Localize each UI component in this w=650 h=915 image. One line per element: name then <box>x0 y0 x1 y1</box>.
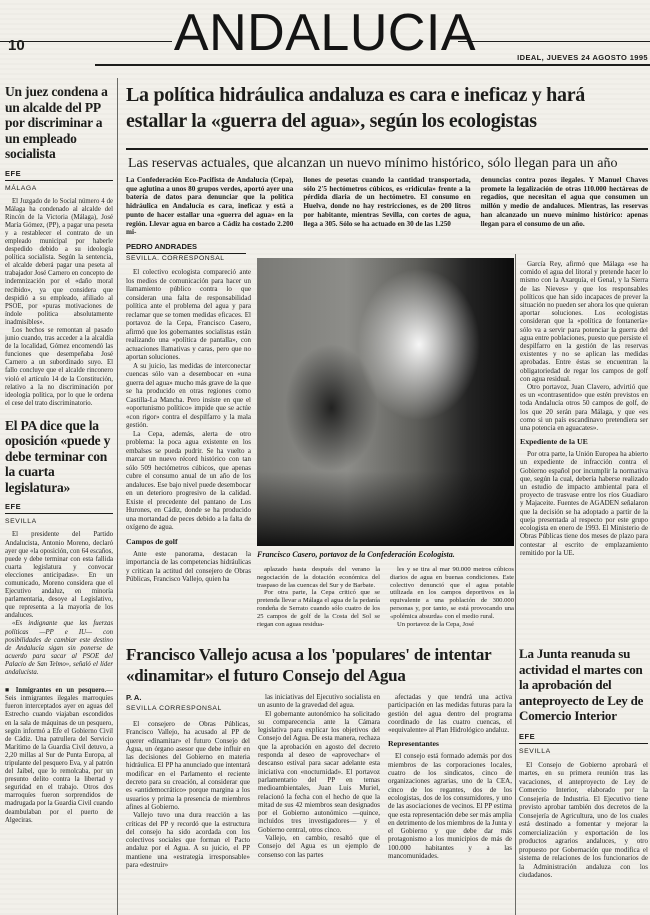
court-article <box>5 84 113 408</box>
brief-text: Seis inmigrantes ilegales marroquíes fueron interceptados ayer en aguas del Estrecho cuando viajaban escondidos en la sala de máquinas de un pesquero, según informó a Efe el Gobierno Civil de Cádiz. Una patrullera del Servicio Marítimo de la Guardia Civil detuvo, a 2,20 millas al Sur de Punta Europa, al tripulante del pesquero Eva, y al patrón del Jaibel, que lo remolcaba, por un presunto delito contra la libertad y seguridad en el trabajo. Otros dos marroquíes fueron sorprendidos de madrugada por la Guardia Civil cuando deambulaban por el puerto de Algeciras. <box>5 695 113 824</box>
paragraph: García Rey, afirmó que Málaga «se ha comido el agua del litoral y pretende hacer lo mismo con la Axarquía, el Genal, y la Sierra de las Nieves» y que los responsables políticos que han sido incapaces de prever la situación no pueden ser ahora los que quieran aportar soluciones. Los ecologistas consideran que la «política de fontanería» sólo va a servir para potenciar la guerra del agua entre poblaciones, puesto que persiste el despilfarro en la gestión de las reservas existentes y no se aplican las medidas aprobadas. Entre éstas se encuentran la obligatoriedad de regar los campos de golf con agua residual. <box>520 260 648 383</box>
paragraph: El consejero de Obras Públicas, Francisco Vallejo, ha acusado al PP de querer «dinamitar» el futuro Consejo del Agua, un órgano asesor que debe influir en las decisiones del Gobierno en materia hidráulica. El PP ha anunciado que intentará modificar en el Parlamento el reciente decreto para su creación, al considerar que es «antidemocrático» porque margina a los usuarios y prima la presencia de miembros afines al Gobierno. <box>126 720 250 811</box>
byline-place: SEVILLA. CORRESPONSAL <box>126 255 225 262</box>
brief-lead-in: ■ Inmigrantes en un pesquero.— <box>5 687 113 695</box>
vallejo-body-col2 <box>258 693 380 913</box>
paragraph: A su juicio, las medidas de interconectar cuencas sólo van a desembocar en «una guerra del agua» mucho más grave de la que se ha producido en otras regiones como Castilla-La Mancha. Pero insiste en que el «oportunismo político» impide que se actúe «con rigor» contra el despilfarro y la mala gestión. <box>126 361 251 429</box>
right-column-divider <box>515 254 516 915</box>
paragraph: Por otra parte, la Cepa criticó que se pretenda llevar a Málaga el agua de la pedanía rondeña de Serrato cuando sólo cuatro de los 25 campos de golf de la Costa del Sol se riegan con aguas residua- <box>257 589 380 628</box>
junta-body <box>519 761 648 880</box>
pa-article-body <box>5 531 113 677</box>
main-body-right-col <box>520 260 648 642</box>
paragraph: Un portavoz de la Cepa, José <box>397 620 474 628</box>
paragraph: El colectivo ecologista compareció ante los medios de comunicación para hacer un llamamiento público contra lo que consideran una falta de responsabilidad política ante el problema del agua y para reclamar que se tomen medidas eficaces. El portavoz de la Cepa, Francisco Casero, afirmó que los gobernantes socialistas están realizando una «política de pantalla», con actuaciones llamativas y caras, pero que no aportan soluciones. <box>126 268 251 361</box>
main-body-col1 <box>126 268 251 638</box>
header-bottom-rule <box>95 64 650 66</box>
court-article-body <box>5 198 113 408</box>
vallejo-body-col1 <box>126 720 250 913</box>
paragraph: Por otra parte, la Unión Europea ha abierto un expediente de infracción contra el Gobierno español por incumplir la normativa que, según la cual, debería haberse realizado un estudio de impacto ambiental para el proyecto de trasvase entre los ríos Guadiaro y Majaceite. Fuentes de AGADEN señalaron que la decisión se ha adoptado a partir de la queja presentada al respecto por este grupo ecologista en enero de 1993. El Ministerio de Obras Públicas tiene dos meses de plazo para contestar al escrito de emplazamiento remitido por la UE. <box>520 450 648 557</box>
pa-article-agency: EFE <box>5 502 113 514</box>
news-photo <box>257 258 514 546</box>
paragraph: El consejo está formado además por dos miembros de las corporaciones locales, cuatro de los sindicatos, cinco de organizaciones agrarias, uno de la CEA, cinco de los regantes, dos de los ecologistas, dos de los consumidores, y uno de las asociaciones de vecinos. El PP estima que esta representación debe ser más amplia en detrimento de los miembros de la Junta y el Gobierno y que debe dar más protagonismo a los municipios de más de 100.000 habitantes y a las mancomunidades. <box>388 752 512 861</box>
paragraph: El Consejo de Gobierno aprobará el martes, en su primera reunión tras las vacaciones, el anteproyecto de Ley de Comercio Interior, elaborado por la Consejería de Industria. El Ejecutivo tiene previsto aprobar también dos decretos de la Consejería de Agricultura, uno de los cuales está destinado a fomentar y mejorar la comercialización y exportación de los productos agrarios andaluces, y otro propuesto por Gobernación que modifica el sistema de relaciones de los funcionarios de la Administración andaluza con los ciudadanos. <box>519 760 648 879</box>
headline-rule <box>126 148 648 150</box>
paragraph: Otro portavoz, Juan Clavero, advirtió que es un «contrasentido» que estén previstos en toda Andalucía otros 50 campos de golf, de los que 20 serán para Málaga, y que «es como si un país escandinavo pretendiera ser una potencia en aguacates». <box>520 383 648 433</box>
left-sidebar <box>5 84 113 913</box>
junta-agency: EFE <box>519 732 648 744</box>
vallejo-byline-place: SEVILLA CORRESPONSAL <box>126 705 222 712</box>
pa-article-place: SEVILLA <box>5 518 37 526</box>
paragraph: «Es indignante que las fuerzas políticas —PP e IU— con posibilidades de cambiar este destino de Andalucía sigan sin ponerse de acuerdo para sacar al PSOE del Palacio de San Telmo», señaló el líder andalucista. <box>5 620 113 677</box>
immigrants-brief <box>5 687 113 825</box>
vallejo-byline-author: P. A. <box>126 693 142 702</box>
subhead-campos-de-golf: Campos de golf <box>126 536 178 546</box>
court-article-place: MÁLAGA <box>5 184 37 192</box>
byline-author: PEDRO ANDRADES <box>126 242 246 254</box>
sidebar-divider <box>117 78 118 915</box>
junta-article <box>519 646 648 913</box>
section-title: ANDALUCIA <box>173 4 477 62</box>
court-article-headline: Un juez condena a un alcalde del PP por discriminar a un empleado socialista <box>5 84 108 161</box>
paragraph: Vallejo, en cambio, resaltó que el Consejo del Agua es un ejemplo de consenso con las partes <box>258 834 380 859</box>
photo-caption: Francisco Casero, portavoz de la Confederación Ecologista. <box>257 550 455 559</box>
paragraph: les y se tira al mar 90.000 metros cúbicos diarios de agua en buenas condiciones. Este colectivo denunció que el agua potable utilizada en los campos deportivos es la equivalente a una población de 300.000 personas y, por tanto, se está provocando una «polémica absurda» con el medio rural. <box>390 566 514 620</box>
page-number: 10 <box>8 37 25 54</box>
lead-col-1: La Confederación Eco-Pacifista de Andalucía (Cepa), que aglutina a unos 80 grupos verdes, aportó ayer una batería de datos para denunciar que la política hidráulica en Andalucía es cara, ineficaz y está a punto de hacer estallar una «guerra del agua» en la región. Llevar agua en barco a Cádiz ha costado 2.200 mi- <box>126 176 294 237</box>
paragraph: El Juzgado de lo Social número 4 de Málaga ha condenado al alcalde del Rincón de la Victoria (Málaga), José María Gómez, (PP), a pagar una peseta y a restablecer el contrato de un empleado municipal por haberle despedido debido a su ideología política socialista. Según la sentencia, el alcalde deberá pagar una peseta al trabajador José Carnero en concepto de indemnización por el «daño moral recibido», ya que considera que despidió a su empleado, afiliado al PSOE, por «puras motivaciones de índole política absolutamente inadmisibles». <box>5 197 113 326</box>
lead-col-3: denuncias contra pozos ilegales. Y Manuel Chaves promete la legalización de otras 110.000 hectáreas de regadíos, que necesitan el agua que consumen un millón y medio de andaluces. Mientras, las reservas han alcanzado un nuevo mínimo histórico: apenas llegan para el consumo de un año. <box>480 176 648 228</box>
date-line: IDEAL, JUEVES 24 AGOSTO 1995 <box>517 53 648 62</box>
lead-paragraph-row <box>126 176 648 237</box>
subhead-expediente-ue: Expediente de la UE <box>520 437 588 447</box>
court-article-agency: EFE <box>5 169 113 181</box>
paragraph: El gobernante autonómico ha solicitado su comparecencia ante la Cámara legislativa para explicar los objetivos del Consejo del Agua. De esta manera, rechaza que la aprobación en agosto del decreto responda al deseo de «aprovechar» el descanso estival para sacar adelante esta iniciativa con «nocturnidad». El portavoz parlamentario del PP en temas medioambientales, Juan Luis Muriel, relacionó la fecha con el hecho de que la mitad de sus 42 miembros sean designados por el Gobierno autonómico —quince, incluidos tres investigadores— y el Gobierno central, otros cinco. <box>258 709 380 834</box>
subhead-representantes: Representantes <box>388 739 439 749</box>
main-body-mid-col-left <box>257 566 380 640</box>
paragraph: Vallejo tuvo una dura reacción a las críticas del PP y recordó que la estructura del consejo ha sido acordada con los colectivos sociales que forman el Pacto andaluz por el Agua. A su juicio, el PP mantiene una «estrategia irresponsable» para «destruir» <box>126 811 250 870</box>
lead-col-2: llones de pesetas cuando la cantidad transportada, sólo 2'5 hectómetros cúbicos, es «ridícula» frente a la pérdida diaria de un hectómetro. El consumo en Huelva, donde no hay restricciones, es de 200 litros por habitante, mientras Sevilla, con cortes de agua, llega a 305. Sólo se ha actuado en 30 de las 1.250 <box>303 176 471 228</box>
main-headline: La política hidráulica andaluza es cara e ineficaz y hará estallar la «guerra del agua», según los ecologistas <box>126 84 585 132</box>
junta-headline: La Junta reanuda su actividad el martes con la aprobación del anteproyecto de Ley de Comercio Interior <box>519 646 644 723</box>
paragraph: afectadas y que tendrá una activa participación en las medidas futuras para la gestión del agua dentro del programa coordinado de las cuatro cuencas, el «equivalente» al Plan Hidrológico andaluz. <box>388 693 512 735</box>
vallejo-body-col3 <box>388 693 512 913</box>
paragraph: Los hechos se remontan al pasado junio cuando, tras acceder a la alcaldía de la localidad, Gómez encomendó las funciones que desempeñaba José Carnero a un subordinado suyo. El fallo concluye que el alcalde rinconero violó el artículo 14 de la Constitución, relativo a la no discriminación por ideología política, por lo que le ordena el cese del trato discriminatorio. <box>5 327 113 407</box>
pa-article <box>5 418 113 677</box>
pa-article-headline: El PA dice que la oposición «puede y debe terminar con la cuarta legislatura» <box>5 417 111 495</box>
paragraph: La Cepa, además, alerta de otro problema: la poca agua existente en los embalses se pueda pudrir. Se ha vuelto a marcar un nuevo récord histórico con tan sólo 509 hectómetros cúbicos, que apenas cubre el consumo anual de un año de los andaluces. Ese bajo nivel puede desembocar en un deterioro progresivo de la calidad. Existe el precedente del pantano de Los Hurones, en Cádiz, donde se ha producido una mortandad de peces debido a la falta de oxígeno de agua. <box>126 429 251 531</box>
junta-place: SEVILLA <box>519 747 551 755</box>
standfirst: Las reservas actuales, que alcanzan un nuevo mínimo histórico, sólo llegan para un año <box>128 156 618 171</box>
paragraph: El presidente del Partido Andalucista, Antonio Moreno, declaró ayer que «la oposición, con 64 escaños, puede y debe terminar con esta fallida cuarta legislatura y convocar elecciones anticipadas». En un comunicado, Moreno considera que el Ejecutivo andaluz, en minoría parlamentaria, desoye al Legislativo, que representa a la mayoría de los andaluces. <box>5 531 113 620</box>
paragraph: Ante este panorama, destacan la importancia de las competencias hidráulicas y critican la actitud del consejero de Obras Públicas, Francisco Vallejo, quien ha <box>126 549 251 583</box>
paragraph: aplazado hasta después del verano la negociación de la dotación económica del traspaso de las cuencas del Sur y de Barbate. <box>257 566 380 589</box>
vallejo-headline: Francisco Vallejo acusa a los 'populares' de intentar «dinamitar» el futuro Consejo del Agua <box>126 645 492 685</box>
paragraph: las iniciativas del Ejecutivo socialista en un asunto de la gravedad del agua. <box>258 693 380 710</box>
main-body-mid-col-right <box>390 566 514 640</box>
